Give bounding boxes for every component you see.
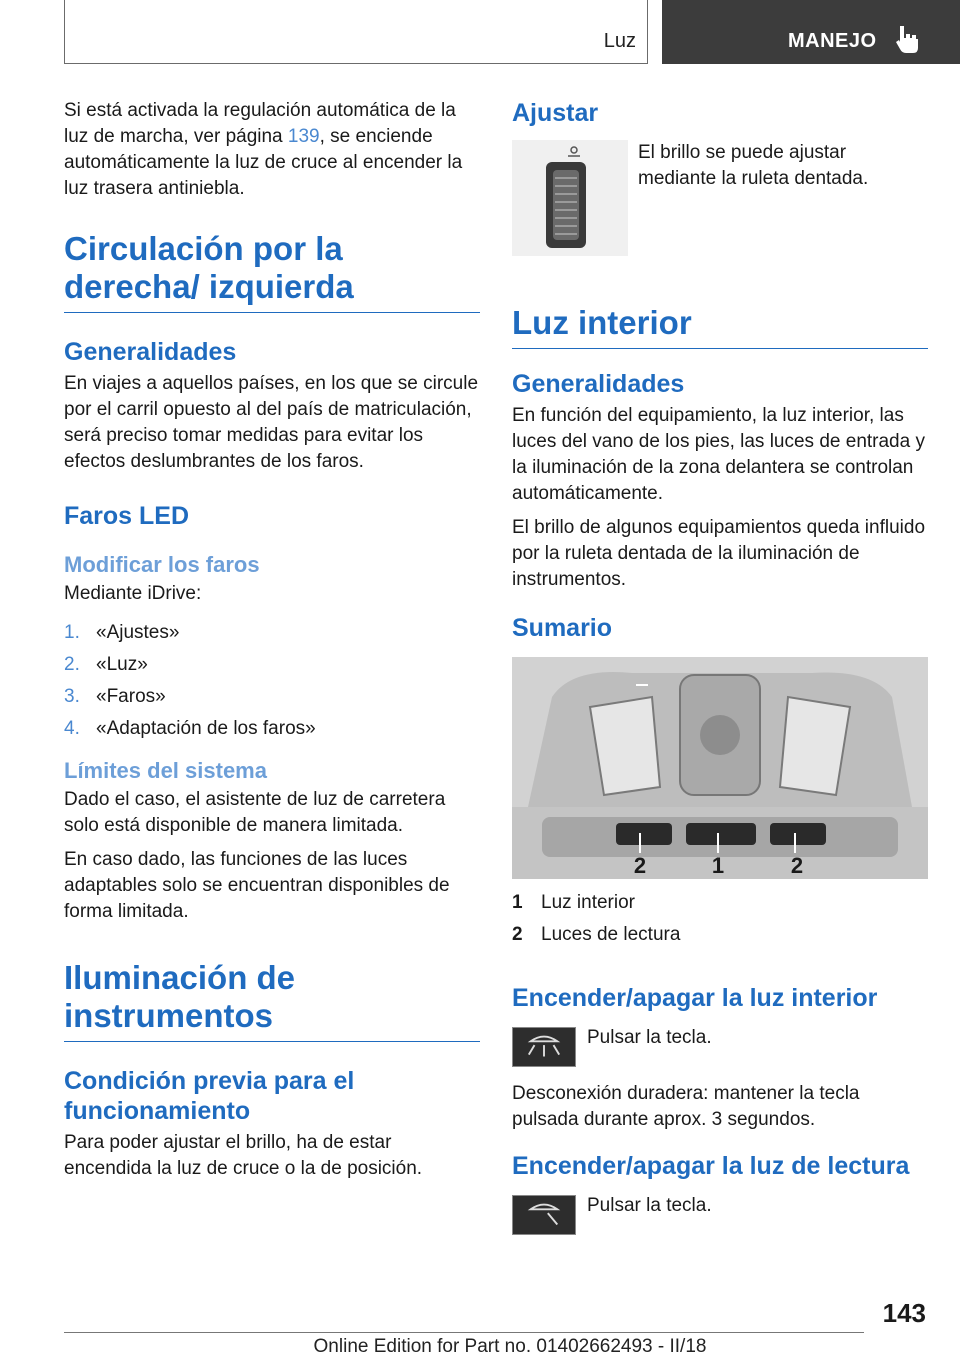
heading-adjust: Ajustar	[512, 99, 599, 127]
limits-paragraph-1: Dado el caso, el asistente de luz de carretera solo está disponible de manera limitada.	[64, 789, 446, 836]
steps-list	[64, 617, 480, 745]
figure-label-center: 1	[711, 853, 725, 878]
pointing-hand-icon	[894, 24, 922, 54]
header-chapter-label: MANEJO	[788, 30, 877, 52]
general-paragraph: En viajes a aquellos países, en los que se circule por el carril opuesto al del país de matriculación, será preciso tomar medidas para evitar los efectos deslumbrantes de los faros.	[64, 373, 479, 472]
header-section-title: Luz	[603, 30, 636, 52]
list-item: 3. «Faros»	[64, 686, 166, 707]
interior-light-icon	[512, 1027, 576, 1067]
list-item: 2. «Luz»	[64, 654, 148, 675]
press-key-text-2: Pulsar la tecla.	[587, 1195, 712, 1216]
right-column	[512, 98, 928, 1245]
figure-legend	[512, 887, 928, 951]
figure-label-right: 2	[790, 853, 804, 878]
reading-light-icon	[512, 1195, 576, 1235]
heading-general-right: Generalidades	[512, 370, 685, 398]
left-column	[64, 98, 480, 1190]
overhead-console-figure	[512, 657, 928, 879]
heading-general: Generalidades	[64, 338, 237, 366]
heading-modify-headlights: Modificar los faros	[64, 552, 260, 577]
heading-precondition: Condición previa para el funcionamiento	[64, 1067, 355, 1125]
press-key-text: Pulsar la tecla.	[587, 1027, 712, 1048]
adjust-paragraph: El brillo se puede ajustar mediante la ruleta dentada.	[638, 142, 869, 189]
footer-edition: Online Edition for Part no. 01402662493 - II/18	[313, 1336, 707, 1357]
thumbwheel-icon	[512, 140, 628, 256]
heading-led-headlights: Faros LED	[64, 502, 190, 530]
figure-label-left: 2	[633, 853, 647, 878]
list-item: 1 Luz interior	[512, 892, 635, 913]
heading-interior-light: Luz interior	[512, 304, 928, 349]
page-link[interactable]: 139	[287, 126, 320, 147]
heading-summary: Sumario	[512, 614, 613, 642]
idrive-text: Mediante iDrive:	[64, 583, 202, 604]
intro-paragraph: Si está activada la regulación automática de la luz de marcha, ver página 139, se enciende automáticamente la luz de cruce al encender la luz trasera antiniebla.	[64, 100, 463, 199]
list-item: 2 Luces de lectura	[512, 924, 681, 945]
list-item: 1. «Ajustes»	[64, 622, 180, 643]
limits-paragraph-2: En caso dado, las funciones de las luces adaptables solo se encuentran disponibles de forma limitada.	[64, 849, 450, 922]
long-off-paragraph: Desconexión duradera: mantener la tecla pulsada durante aprox. 3 segundos.	[512, 1083, 860, 1130]
list-item: 4. «Adaptación de los faros»	[64, 718, 316, 739]
footer-divider	[64, 1332, 864, 1333]
heading-system-limits: Límites del sistema	[64, 758, 267, 783]
heading-reading-on-off: Encender/apagar la luz de lectura	[512, 1152, 910, 1180]
header-chapter-tab	[662, 0, 960, 64]
heading-interior-on-off: Encender/apagar la luz interior	[512, 984, 878, 1012]
general-paragraph-2: El brillo de algunos equipamientos queda influido por la ruleta dentada de la iluminación de instrumentos.	[512, 517, 926, 590]
header-left-frame	[64, 0, 648, 64]
heading-traffic-side: Circulación por la derecha/ izquierda	[64, 230, 480, 313]
page-number: 143	[882, 1298, 926, 1328]
precondition-paragraph: Para poder ajustar el brillo, ha de estar encendida la luz de cruce o la de posición.	[64, 1132, 423, 1179]
general-paragraph-1: En función del equipamiento, la luz interior, las luces del vano de los pies, las luces de entrada y la iluminación de la zona delantera se controlan automáticamente.	[512, 405, 925, 504]
heading-instrument-lighting: Iluminación de instrumentos	[64, 959, 480, 1042]
